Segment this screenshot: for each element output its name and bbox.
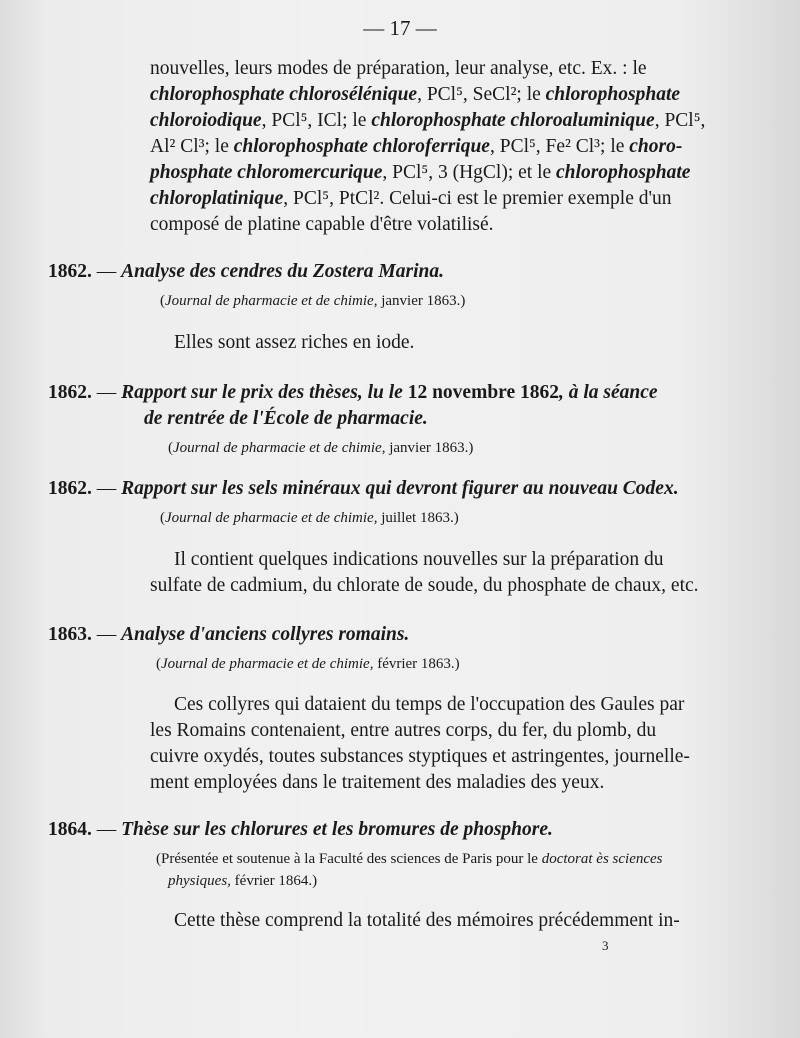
- entry-dash: —: [96, 261, 117, 282]
- entry-year: 1862.: [48, 261, 92, 282]
- entry-1862-zostera-heading: [48, 259, 748, 285]
- intro-line-6: chloroplatinique, PCl⁵, PtCl². Celui-ci est le premier exemple d'un: [150, 188, 672, 209]
- entry-1862-codex-text: Il contient quelques indications nouvelles sur la préparation du sulfate de cadmium, du chlorate de soude, du phosphate de chaux, etc.: [150, 549, 699, 596]
- entry-title: Analyse des cendres du Zostera Marina.: [121, 261, 444, 282]
- entry-1862-theses-source: (Journal de pharmacie et de chimie, janvier 1863.): [168, 440, 474, 456]
- entry-1864-these-text: Cette thèse comprend la totalité des mémoires précédemment in-: [174, 910, 680, 931]
- entry-heading-line-1: 1862. — Rapport sur le prix des thèses, lu le 12 novembre 1862, à la séance: [48, 382, 658, 403]
- intro-line-3: chloroiodique, PCl⁵, ICl; le chlorophosphate chloroaluminique, PCl⁵,: [150, 110, 706, 131]
- page-number: — 17 —: [363, 16, 437, 40]
- intro-line-1: nouvelles, leurs modes de préparation, leur analyse, etc. Ex. : le: [150, 58, 647, 79]
- entry-1864-these-heading: 1864. — Thèse sur les chlorures et les bromures de phosphore.: [48, 819, 553, 840]
- entry-1863-collyres-heading: 1863. — Analyse d'anciens collyres romains.: [48, 624, 410, 645]
- entry-1862-zostera-text: Elles sont assez riches en iode.: [174, 332, 415, 353]
- intro-line-4: Al² Cl³; le chlorophosphate chloroferrique, PCl⁵, Fe² Cl³; le choro-: [150, 136, 683, 157]
- signature-mark: 3: [602, 938, 609, 953]
- intro-line-7: composé de platine capable d'être volatilisé.: [150, 214, 494, 235]
- entry-1862-codex-source: (Journal de pharmacie et de chimie, juillet 1863.): [160, 510, 459, 526]
- entry-1863-collyres-source: (Journal de pharmacie et de chimie, février 1863.): [156, 656, 460, 672]
- entry-1862-zostera-source: (Journal de pharmacie et de chimie, janvier 1863.): [160, 293, 466, 309]
- entry-1862-codex-heading: 1862. — Rapport sur les sels minéraux qui devront figurer au nouveau Codex.: [48, 478, 679, 499]
- entry-heading-line-2: de rentrée de l'École de pharmacie.: [144, 408, 428, 429]
- entry-1864-these-source: (Présentée et soutenue à la Faculté des sciences de Paris pour le doctorat ès sciences physiques, février 1864.): [156, 851, 663, 889]
- intro-line-5: phosphate chloromercurique, PCl⁵, 3 (HgCl); et le chlorophosphate: [150, 162, 691, 183]
- entry-1863-collyres-text: Ces collyres qui dataient du temps de l'occupation des Gaules par les Romains contenaient, entre autres corps, du fer, du plomb, du cuivre oxydés, toutes substances styptiques et astringentes, journelle- ment employées dans le traitement des maladies des yeux.: [150, 694, 690, 793]
- intro-paragraph: [150, 56, 720, 238]
- intro-line-2: chlorophosphate chlorosélénique, PCl⁵, SeCl²; le chlorophosphate: [150, 84, 681, 105]
- entry-1862-theses-heading: [48, 380, 748, 432]
